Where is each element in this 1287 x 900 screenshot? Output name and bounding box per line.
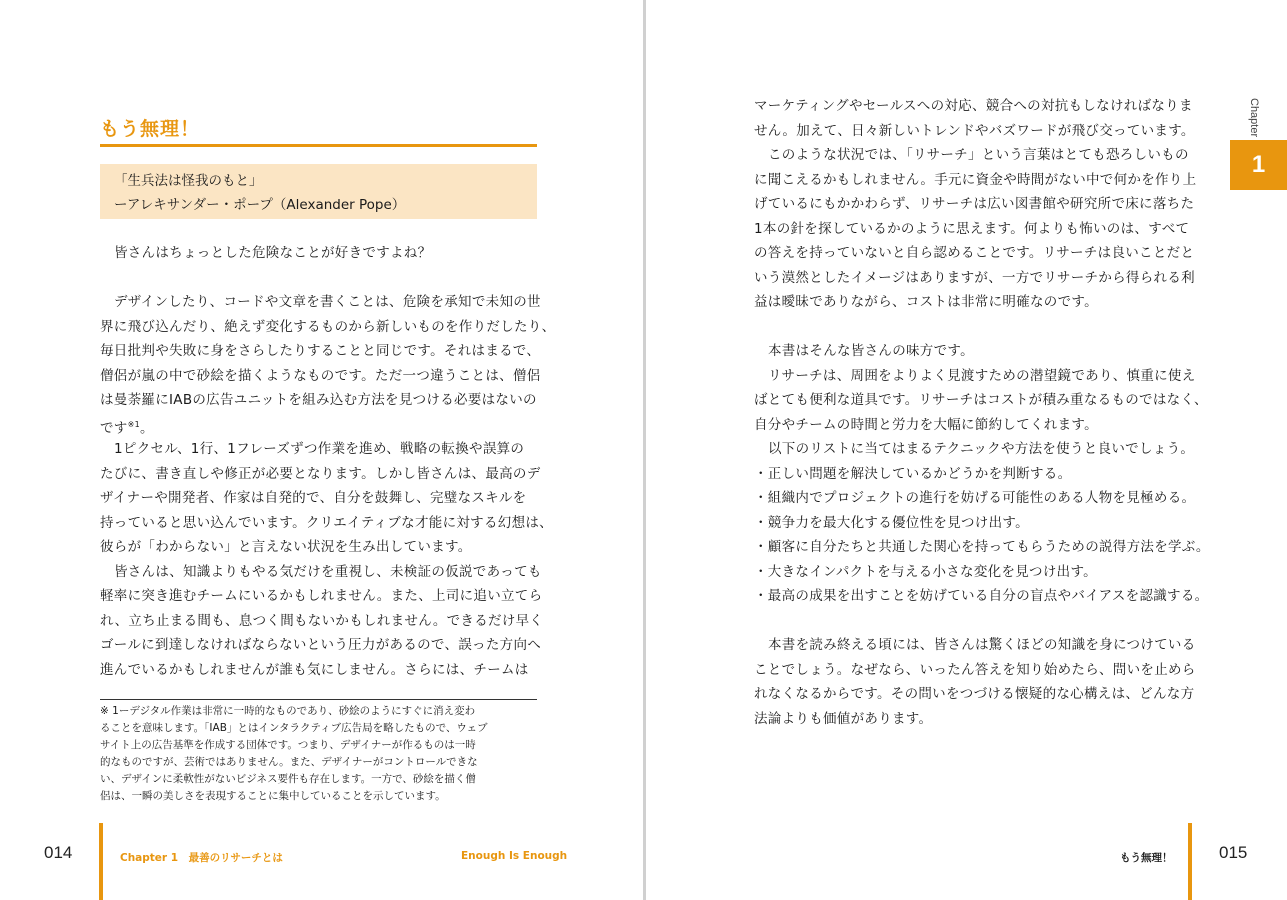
body-line: に聞こえるかもしれません。手元に資金や時間がない中で何かを作り上 [754, 171, 1197, 188]
body-line: せん。加えて、日々新しいトレンドやバズワードが飛び交っています。 [754, 122, 1195, 139]
body-line-with-footnote: です$^{※1}$。 [100, 419, 154, 436]
body-line: 益は曖昧でありながら、コストは非常に明確なのです。 [754, 294, 1098, 310]
body-line: 本書を読み終える頃には、皆さんは驚くほどの知識を身につけている [768, 637, 1196, 653]
running-head-english: Enough Is Enough [461, 850, 568, 862]
body-line: たびに、書き直しや修正が必要となります。しかし皆さんは、最高のデ [100, 465, 541, 482]
body-line: 彼らが「わからない」と言えない状況を生み出しています。 [100, 539, 472, 555]
body-line: いう漠然としたイメージはありますが、一方でリサーチから得られる利 [754, 269, 1195, 286]
epigraph-box [100, 164, 537, 219]
footer-accent-bar [1188, 823, 1192, 900]
body-line: 進んでいるかもしれませんが誰も気にしません。さらには、チームは [100, 661, 529, 678]
page-number-left: 014 [44, 843, 73, 862]
body-line: 界に飛び込んだり、絶えず変化するものから新しいものを作りだしたり、 [100, 318, 556, 335]
body-line: 軽率に突き進むチームにいるかもしれません。また、上司に追い立てら [100, 588, 543, 604]
body-line: ザイナーや開発者、作家は自発的で、自分を鼓舞し、完璧なスキルを [100, 490, 527, 506]
list-item: ・顧客に自分たちと共通した関心を持ってもらうための説得方法を学ぶ。 [754, 539, 1210, 555]
body-line: れ、立ち止まる間も、息つく間もないかもしれません。できるだけ早く [100, 612, 544, 629]
body-line: げているにもかかわらず、リサーチは広い図書館や研究所で床に落ちた [754, 196, 1195, 212]
footnote-line: 侶は、一瞬の美しさを表現することに集中していることを示しています。 [100, 790, 446, 802]
left-page [0, 0, 643, 900]
list-item: ・組織内でプロジェクトの進行を妨げる可能性のある人物を見極める。 [754, 490, 1196, 506]
list-item: ・正しい問題を解決しているかどうかを判断する。 [754, 465, 1072, 482]
body-line: 法論よりも価値があります。 [754, 710, 933, 727]
chapter-tab-number: 1 [1230, 140, 1287, 190]
body-line: の答えを持っていないと自ら認めることです。リサーチは良いことだと [754, 245, 1195, 261]
body-line: 1本の針を探しているかのように思えます。何よりも怖いのは、すべて [754, 220, 1190, 237]
body-line: は曼荼羅にIABの広告ユニットを組み込む方法を見つける必要はないの [100, 392, 537, 408]
footnote-line: ※ 1ーデジタル作業は非常に一時的なものであり、砂絵のようにすぐに消え変わ [100, 705, 476, 717]
footnote-line: い、デザインに柔軟性がないビジネス要件も存在します。一方で、砂絵を描く僧 [100, 773, 476, 785]
body-line: 毎日批判や失敗に身をさらしたりすることと同じです。それはまるで、 [100, 343, 541, 359]
body-line: ことでしょう。なぜなら、いったん答えを知り始めたら、問いを止めら [754, 661, 1196, 678]
body-line: リサーチは、周囲をよりよく見渡すための潜望鏡であり、慎重に使え [768, 367, 1196, 384]
body-line: 自分やチームの時間と労力を大幅に節約してくれます。 [754, 416, 1098, 433]
body-line: デザインしたり、コードや文章を書くことは、危険を承知で未知の世 [114, 294, 541, 310]
body-line: れなくなるからです。その問いをつづける懐疑的な心構えは、どんな方 [754, 686, 1195, 702]
body-line: 本書はそんな皆さんの味方です。 [768, 343, 974, 359]
epigraph-quote: 「生兵法は怪我のもと」 [114, 173, 263, 189]
body-line: 皆さんはちょっとした危険なことが好きですよね？ [114, 245, 432, 261]
body-line: 皆さんは、知識よりもやる気だけを重視し、未検証の仮説であっても [114, 563, 542, 580]
running-head-chapter: Chapter 1 最善のリサーチとは [120, 852, 283, 864]
list-item: ・大きなインパクトを与える小さな変化を見つけ出す。 [754, 563, 1097, 580]
right-page [646, 0, 1287, 900]
page-number-right: 015 [1219, 843, 1248, 862]
footnote-rule [100, 699, 537, 700]
section-title: もう無理！ [100, 118, 201, 140]
footer-accent-bar [99, 823, 103, 900]
footnote-line: サイト上の広告基準を作成する団体です。つまり、デザイナーが作るものは一時 [100, 739, 476, 751]
body-line: マーケティングやセールスへの対応、競合への対抗もしなければなりま [754, 98, 1193, 114]
running-head-section: もう無理！ [1120, 852, 1173, 864]
footnote-line: ることを意味します。「IAB」とはインタラクティブ広告局を略したもので、ウェブ [100, 722, 488, 734]
epigraph-attribution: ーアレキサンダー・ポープ（Alexander Pope） [114, 197, 406, 213]
body-line: 1ピクセル、1行、1フレーズずつ作業を進め、戦略の転換や誤算の [114, 441, 525, 457]
body-line: 持っていると思い込んでいます。クリエイティブな才能に対する幻想は、 [100, 514, 553, 531]
footnote-line: 的なものですが、芸術ではありません。また、デザイナーがコントロールできな [100, 756, 478, 768]
body-line-text: です [100, 420, 128, 436]
footnote-ref: ※1 [127, 419, 141, 429]
body-line: このような状況では、「リサーチ」という言葉はとても恐ろしいもの [768, 147, 1189, 163]
body-line: 以下のリストに当てはまるテクニックや方法を使うと良いでしょう。 [768, 441, 1195, 457]
section-title-rule [100, 144, 537, 147]
body-line: ゴールに到達しなければならないという圧力があるので、誤った方向へ [100, 637, 542, 653]
list-item: ・競争力を最大化する優位性を見つけ出す。 [754, 514, 1029, 531]
body-line: 僧侶が嵐の中で砂絵を描くようなものです。ただ一つ違うことは、僧侶 [100, 367, 541, 384]
chapter-tab-label: Chapter [1248, 98, 1260, 138]
body-line: ばとても便利な道具です。リサーチはコストが積み重なるものではなく、 [754, 392, 1208, 408]
list-item: ・最高の成果を出すことを妨げている自分の盲点やバイアスを認識する。 [754, 588, 1209, 604]
